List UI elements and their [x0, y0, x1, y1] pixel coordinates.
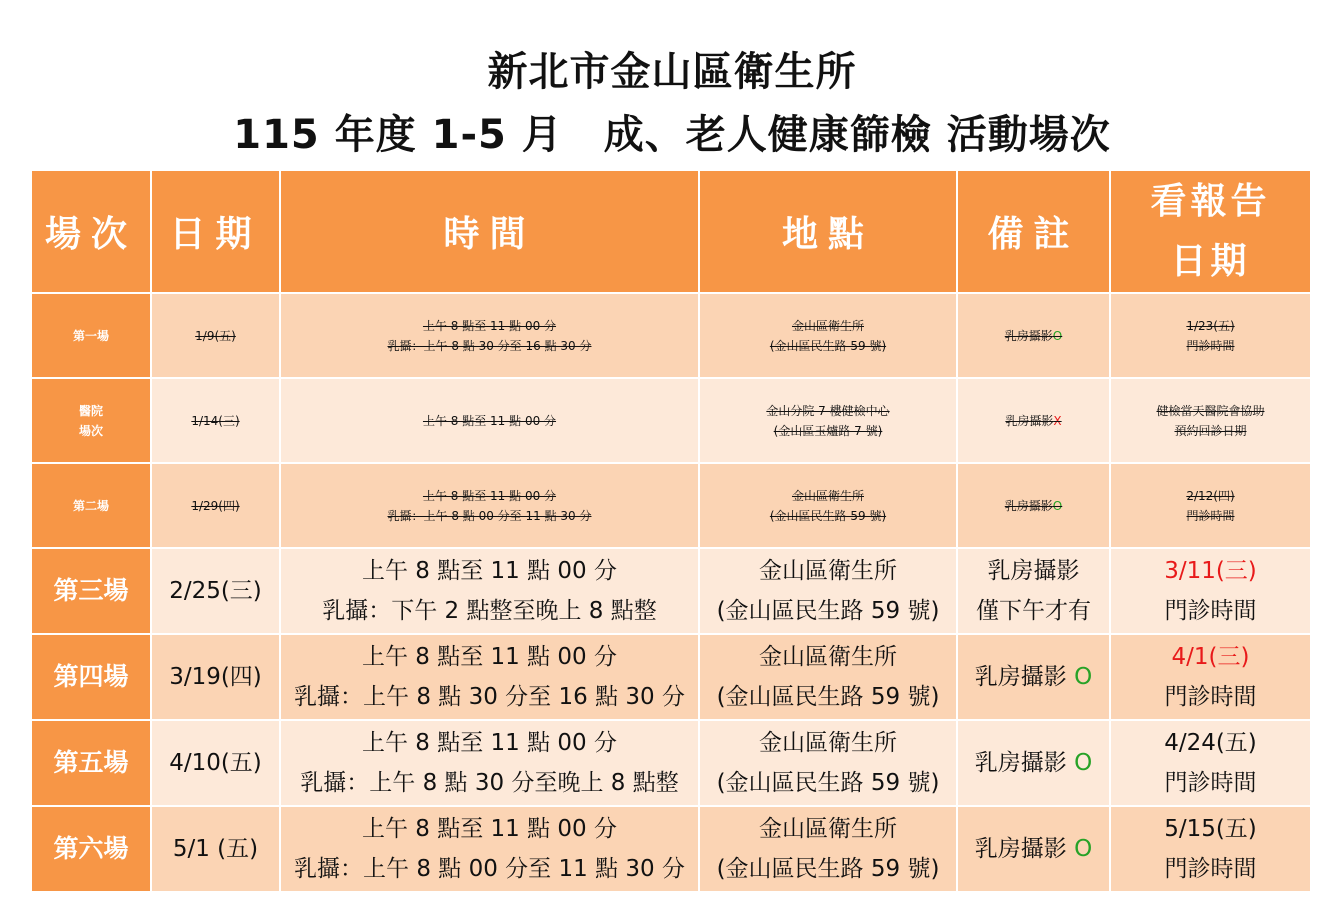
report-date: 2/12(四) [1186, 488, 1235, 503]
mammo-time-line: 乳攝：上午 8 點 00 分至 11 點 30 分 [294, 856, 685, 882]
report-cell [1110, 634, 1311, 720]
note-cell [957, 293, 1110, 378]
report-cell [1110, 463, 1311, 548]
time-line: 上午 8 點至 11 點 00 分 [361, 644, 618, 670]
note-text: 乳房攝影 [1005, 413, 1054, 428]
session-cell: 第二場 [31, 463, 151, 548]
report-note-2: 預約回診日期 [1174, 423, 1247, 438]
table-header-row [31, 170, 1311, 293]
location-address: (金山區民生路 59 號) [716, 684, 940, 710]
session-cell: 第五場 [31, 720, 151, 806]
location-address: (金山區民生路 59 號) [716, 770, 940, 796]
location-address: (金山區民生路 59 號) [769, 338, 887, 353]
location-address: (金山區民生路 59 號) [769, 508, 887, 523]
location-name: 金山區衛生所 [791, 318, 864, 333]
note-cell [957, 634, 1110, 720]
note-text: 乳房攝影 [974, 664, 1067, 690]
location-cell [699, 293, 957, 378]
report-cell [1110, 548, 1311, 634]
available-mark-icon: O [1074, 750, 1093, 776]
note-text: 乳房攝影 [974, 836, 1067, 862]
unavailable-mark-icon: X [1053, 413, 1062, 428]
report-date: 3/11(三) [1164, 558, 1257, 584]
note-cell [957, 378, 1110, 463]
date-cell: 2/25(三) [151, 548, 280, 634]
session-cell: 第一場 [31, 293, 151, 378]
table-row [31, 378, 1311, 463]
report-note: 門診時間 [1164, 684, 1257, 710]
report-note: 門診時間 [1186, 508, 1235, 523]
available-mark-icon: O [1074, 664, 1093, 690]
time-cell [280, 634, 699, 720]
time-cell [280, 378, 699, 463]
location-name: 金山區衛生所 [759, 816, 897, 842]
time-line: 上午 8 點至 11 點 00 分 [422, 488, 557, 503]
note-detail: 僅下午才有 [976, 598, 1091, 624]
location-name: 金山分院 7 樓健檢中心 [766, 403, 890, 418]
location-name: 金山區衛生所 [759, 644, 897, 670]
location-name: 金山區衛生所 [759, 558, 897, 584]
report-note: 門診時間 [1164, 770, 1257, 796]
note-text: 乳房攝影 [987, 558, 1080, 584]
report-date: 1/23(五) [1186, 318, 1235, 333]
date-cell: 3/19(四) [151, 634, 280, 720]
mammo-time-line: 乳攝：上午 8 點 30 分至 16 點 30 分 [387, 338, 592, 353]
mammo-time-line: 乳攝：上午 8 點 30 分至 16 點 30 分 [294, 684, 685, 710]
table-row [31, 293, 1311, 378]
location-address: (金山區民生路 59 號) [716, 856, 940, 882]
session-cell: 第六場 [31, 806, 151, 892]
location-cell [699, 634, 957, 720]
location-address: (金山區玉爐路 7 號) [773, 423, 883, 438]
note-cell [957, 720, 1110, 806]
available-mark-icon: O [1052, 498, 1063, 513]
date-cell: 1/29(四) [151, 463, 280, 548]
page-subtitle: 115 年度 1-5 月 成、老人健康篩檢 活動場次 [233, 112, 1111, 158]
header-report-line2: 日期 [1170, 240, 1251, 282]
table-row [31, 548, 1311, 634]
time-line: 上午 8 點至 11 點 00 分 [422, 413, 557, 428]
session-cell [31, 378, 151, 463]
time-line: 上午 8 點至 11 點 00 分 [361, 816, 618, 842]
session-line2: 場次 [78, 423, 103, 438]
table-row [31, 634, 1311, 720]
time-cell [280, 293, 699, 378]
report-note: 門診時間 [1164, 598, 1257, 624]
report-cell [1110, 378, 1311, 463]
table-row [31, 720, 1311, 806]
note-cell [957, 806, 1110, 892]
date-cell: 1/14(三) [151, 378, 280, 463]
date-cell: 1/9(五) [151, 293, 280, 378]
location-address: (金山區民生路 59 號) [716, 598, 940, 624]
report-cell [1110, 720, 1311, 806]
report-date: 4/24(五) [1164, 730, 1257, 756]
report-cell [1110, 293, 1311, 378]
location-cell [699, 463, 957, 548]
location-cell [699, 720, 957, 806]
location-cell [699, 548, 957, 634]
mammo-time-line: 乳攝：上午 8 點 00 分至 11 點 30 分 [387, 508, 592, 523]
mammo-time-line: 乳攝：上午 8 點 30 分至晚上 8 點整 [300, 770, 679, 796]
header-note: 備註 [957, 170, 1110, 293]
location-cell [699, 806, 957, 892]
header-session: 場次 [31, 170, 151, 293]
time-cell [280, 806, 699, 892]
report-cell [1110, 806, 1311, 892]
header-location: 地點 [699, 170, 957, 293]
date-cell: 5/1 (五) [151, 806, 280, 892]
report-date: 4/1(三) [1171, 644, 1250, 670]
session-line1: 醫院 [78, 403, 103, 418]
location-cell [699, 378, 957, 463]
header-report-date [1110, 170, 1311, 293]
time-cell [280, 720, 699, 806]
table-row [31, 806, 1311, 892]
time-line: 上午 8 點至 11 點 00 分 [361, 558, 618, 584]
time-cell [280, 548, 699, 634]
table-row [31, 463, 1311, 548]
time-line: 上午 8 點至 11 點 00 分 [422, 318, 557, 333]
page-title: 新北市金山區衛生所 [487, 49, 857, 95]
report-date: 5/15(五) [1164, 816, 1257, 842]
location-name: 金山區衛生所 [759, 730, 897, 756]
note-cell [957, 548, 1110, 634]
mammo-time-line: 乳攝：下午 2 點整至晚上 8 點整 [322, 598, 657, 624]
report-note: 健檢當天醫院會協助 [1156, 403, 1265, 418]
header-date: 日期 [151, 170, 280, 293]
schedule-table [30, 169, 1312, 893]
report-note: 門診時間 [1186, 338, 1235, 353]
location-name: 金山區衛生所 [791, 488, 864, 503]
date-cell: 4/10(五) [151, 720, 280, 806]
time-line: 上午 8 點至 11 點 00 分 [361, 730, 618, 756]
time-cell [280, 463, 699, 548]
session-cell: 第四場 [31, 634, 151, 720]
note-text: 乳房攝影 [1004, 328, 1053, 343]
note-text: 乳房攝影 [1004, 498, 1053, 513]
header-time: 時間 [280, 170, 699, 293]
available-mark-icon: O [1074, 836, 1093, 862]
report-note: 門診時間 [1164, 856, 1257, 882]
session-cell: 第三場 [31, 548, 151, 634]
header-report-line1: 看報告 [1150, 180, 1271, 222]
note-text: 乳房攝影 [974, 750, 1067, 776]
note-cell [957, 463, 1110, 548]
available-mark-icon: O [1052, 328, 1063, 343]
